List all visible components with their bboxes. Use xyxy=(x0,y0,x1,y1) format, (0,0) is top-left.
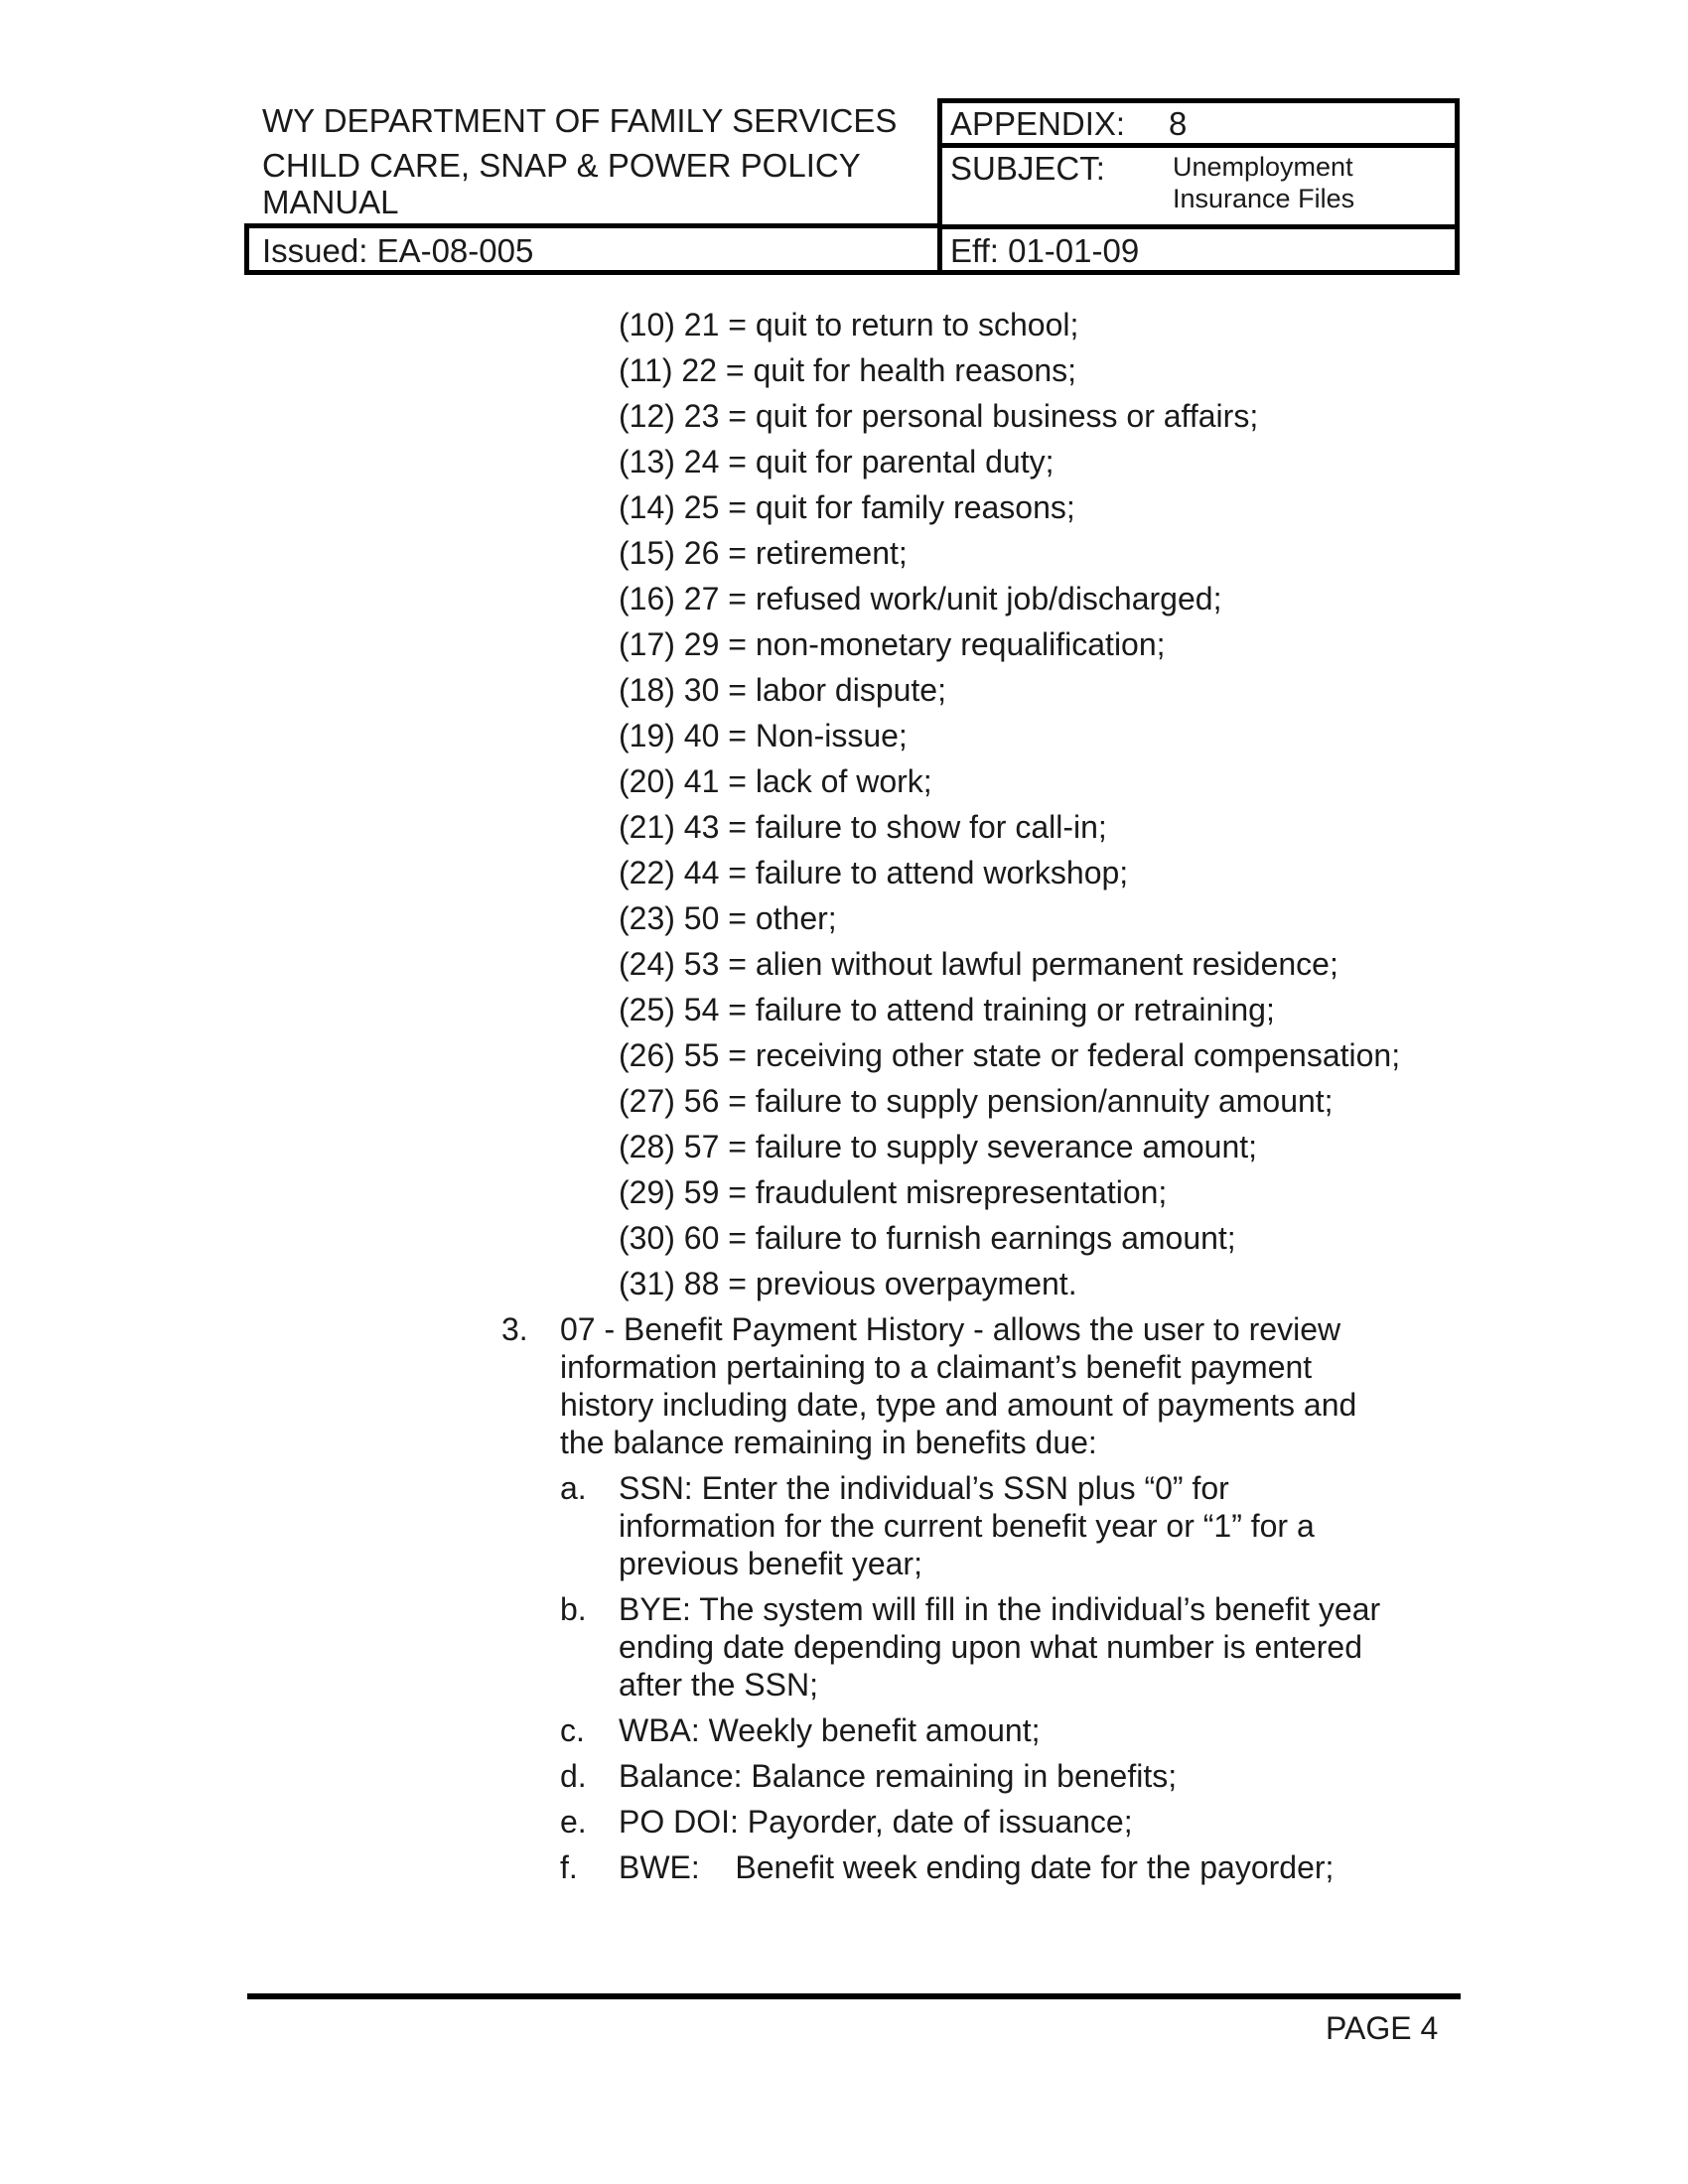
item-letter: a. xyxy=(560,1470,587,1506)
section-text-line: 07 - Benefit Payment History - allows the user to review xyxy=(560,1311,1341,1347)
appendix-value: 8 xyxy=(1169,105,1188,142)
document-header xyxy=(244,98,1460,275)
footer-rule xyxy=(247,1993,1461,1999)
item-text-line: previous benefit year; xyxy=(619,1546,922,1581)
section-text-line: the balance remaining in benefits due: xyxy=(560,1425,1097,1460)
reason-code-item: (24) 53 = alien without lawful permanent residence; xyxy=(619,946,1338,982)
reason-code-item: (15) 26 = retirement; xyxy=(619,535,908,571)
reason-code-item: (12) 23 = quit for personal business or affairs; xyxy=(619,398,1259,434)
reason-code-item: (21) 43 = failure to show for call-in; xyxy=(619,809,1107,845)
issued-number: Issued: EA-08-005 xyxy=(262,232,534,269)
item-text-line: after the SSN; xyxy=(619,1667,818,1703)
reason-code-item: (10) 21 = quit to return to school; xyxy=(619,307,1079,342)
reason-code-item: (27) 56 = failure to supply pension/annuity amount; xyxy=(619,1083,1334,1119)
item-text-line: BWE: Benefit week ending date for the payorder; xyxy=(619,1849,1335,1885)
reason-code-item: (30) 60 = failure to furnish earnings amount; xyxy=(619,1220,1236,1256)
reason-code-item: (13) 24 = quit for parental duty; xyxy=(619,444,1055,479)
subject-value-line1: Unemployment xyxy=(1173,152,1353,182)
item-text-line: ending date depending upon what number is entered xyxy=(619,1629,1363,1665)
reason-code-item: (29) 59 = fraudulent misrepresentation; xyxy=(619,1174,1168,1210)
reason-code-item: (18) 30 = labor dispute; xyxy=(619,672,946,708)
appendix-divider xyxy=(937,143,1460,148)
reason-code-item: (14) 25 = quit for family reasons; xyxy=(619,489,1075,525)
item-letter: f. xyxy=(560,1849,578,1885)
reason-code-item: (22) 44 = failure to attend workshop; xyxy=(619,855,1129,890)
item-letter: b. xyxy=(560,1591,587,1627)
reason-code-item: (11) 22 = quit for health reasons; xyxy=(619,352,1077,388)
appendix-label: APPENDIX: xyxy=(950,105,1126,142)
manual-title-line1: CHILD CARE, SNAP & POWER POLICY xyxy=(262,147,861,184)
page-number: PAGE 4 xyxy=(1326,2010,1439,2046)
reason-code-item: (23) 50 = other; xyxy=(619,900,837,936)
item-letter: d. xyxy=(560,1758,587,1794)
reason-code-item: (25) 54 = failure to attend training or retraining; xyxy=(619,992,1275,1027)
reason-code-item: (26) 55 = receiving other state or federal compensation; xyxy=(619,1037,1401,1073)
section-number: 3. xyxy=(501,1311,528,1347)
item-letter: c. xyxy=(560,1712,585,1748)
item-text-line: SSN: Enter the individual’s SSN plus “0” for xyxy=(619,1470,1229,1506)
subject-label: SUBJECT: xyxy=(950,150,1105,187)
item-text-line: information for the current benefit year or “1” for a xyxy=(619,1508,1315,1544)
section-text-line: history including date, type and amount of payments and xyxy=(560,1387,1357,1423)
item-text-line: WBA: Weekly benefit amount; xyxy=(619,1712,1041,1748)
reason-code-item: (20) 41 = lack of work; xyxy=(619,763,932,799)
manual-title-line2: MANUAL xyxy=(262,184,399,220)
item-text-line: Balance: Balance remaining in benefits; xyxy=(619,1758,1178,1794)
reason-code-item: (28) 57 = failure to supply severance amount; xyxy=(619,1129,1258,1164)
appendix-box xyxy=(937,98,1460,275)
reason-code-item: (19) 40 = Non-issue; xyxy=(619,718,908,753)
effective-date: Eff: 01-01-09 xyxy=(950,232,1140,269)
section-text-line: information pertaining to a claimant’s benefit payment xyxy=(560,1349,1313,1385)
subject-divider xyxy=(937,224,1460,229)
item-text-line: BYE: The system will fill in the individual’s benefit year xyxy=(619,1591,1381,1627)
item-letter: e. xyxy=(560,1804,587,1840)
subject-value-line2: Insurance Files xyxy=(1173,184,1355,213)
header-divider xyxy=(244,223,939,228)
reason-code-item: (16) 27 = refused work/unit job/discharged; xyxy=(619,581,1222,616)
header-left-border xyxy=(244,223,249,275)
department-name: WY DEPARTMENT OF FAMILY SERVICES xyxy=(262,102,898,139)
reason-code-item: (31) 88 = previous overpayment. xyxy=(619,1266,1077,1301)
header-bottom-rule xyxy=(244,270,939,275)
item-text-line: PO DOI: Payorder, date of issuance; xyxy=(619,1804,1133,1840)
reason-code-item: (17) 29 = non-monetary requalification; xyxy=(619,626,1166,662)
